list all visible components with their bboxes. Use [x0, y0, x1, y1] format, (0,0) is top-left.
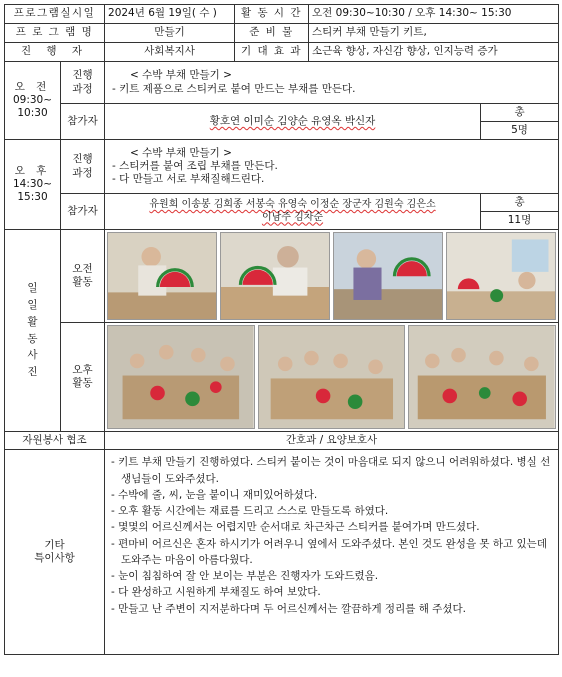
- afternoon-time: 14:30~: [12, 177, 53, 190]
- morning-total: [481, 104, 559, 140]
- morning-photos-label: [61, 230, 105, 323]
- photos-label-char: 사: [27, 349, 38, 362]
- photo-image: [447, 233, 555, 319]
- morning-process-label-1: 진행: [72, 69, 93, 82]
- program-label: 프 로 그 램 명: [5, 24, 105, 43]
- photos-label-char: 진: [27, 366, 38, 379]
- notes-label-2: 특이사항: [34, 552, 75, 565]
- effect-value: 소근육 향상, 자신감 향상, 인지능력 증가: [309, 43, 559, 62]
- list-item: - 오후 활동 시간에는 재료를 드리고 스스로 만들도록 하였다.: [111, 505, 389, 518]
- morning-total-label: 총: [481, 104, 558, 122]
- morning-process-label: [61, 62, 105, 104]
- notes-list: [111, 450, 555, 621]
- morning-process-label-2: 과정: [72, 82, 93, 95]
- time-value: 오전 09:30~10:30 / 오후 14:30~ 15:30: [309, 5, 559, 24]
- afternoon-total-value: 11명: [507, 214, 532, 226]
- afternoon-time-end: 15:30: [17, 191, 48, 204]
- afternoon-participant-names-2: 이남주 김차순: [261, 211, 324, 223]
- afternoon-photos-label: [61, 323, 105, 432]
- morning-participants: [105, 104, 481, 140]
- afternoon-photo-row: [107, 323, 556, 431]
- morning-process-title: < 수박 부채 만들기 >: [130, 69, 232, 82]
- afternoon-label: 오 후: [14, 164, 51, 177]
- list-item: - 만들고 난 주변이 지저분하다며 두 어르신께서는 깔끔하게 정리를 해 주셨다.: [111, 602, 466, 615]
- afternoon-process-content: [105, 140, 559, 194]
- morning-process-list: [108, 83, 555, 96]
- photos-label-char: 일: [27, 282, 38, 295]
- list-item: - 키트 부채 만들기 진행하였다. 스티커 붙이는 것이 마음대로 되지 않으니 어려워하셨다. 병실 선생님들이 도와주셨다.: [111, 456, 551, 485]
- afternoon-photo-2: [258, 325, 406, 429]
- morning-photo-4: [446, 232, 556, 320]
- list-item: - 수박에 줄, 씨, 눈을 붙이니 재미있어하셨다.: [111, 488, 318, 501]
- afternoon-photo-3: [408, 325, 556, 429]
- effect-label: 기 대 효 과: [235, 43, 309, 62]
- afternoon-session-label: [5, 140, 61, 230]
- afternoon-participant-names-1: 유원희 이송봉 김희종 서봉숙 유영숙 이정순 장군자 김원숙 김은소: [149, 199, 436, 210]
- volunteer-label: 자원봉사 협조: [5, 432, 105, 450]
- photo-image: [259, 326, 405, 428]
- volunteer-value: 간호과 / 요양보호사: [105, 432, 559, 450]
- photos-label-char: 동: [27, 332, 38, 345]
- morning-photo-1: [107, 232, 217, 320]
- morning-process-content: [105, 62, 559, 104]
- list-item: - 몇몇의 어르신께서는 어렵지만 순서대로 차근차근 스티커를 붙여가며 만드셨다.: [111, 521, 480, 534]
- notes-label: [5, 450, 105, 655]
- photos-label-char: 일: [27, 299, 38, 312]
- photo-image: [221, 233, 329, 319]
- afternoon-process-title: < 수박 부채 만들기 >: [130, 146, 232, 159]
- list-item: - 다 만들고 서로 부채질해드린다.: [112, 173, 265, 186]
- afternoon-process-label: [61, 140, 105, 194]
- list-item: - 눈이 침침하여 잘 안 보이는 부분은 진행자가 도와드렸음.: [111, 570, 379, 583]
- photos-vertical-label: [8, 280, 57, 381]
- date-label: 프로그램실시일: [5, 5, 105, 24]
- morning-photos-label-2: 활동: [72, 276, 93, 289]
- afternoon-photos-cell: [105, 323, 559, 432]
- leader-value: 사회복지사: [105, 43, 235, 62]
- leader-label: 진 행 자: [5, 43, 105, 62]
- morning-photos-cell: [105, 230, 559, 323]
- afternoon-photos-label-1: 오후: [72, 364, 93, 377]
- afternoon-total-label: 총: [481, 194, 558, 212]
- photo-image: [108, 326, 254, 428]
- morning-total-value: 5명: [511, 124, 528, 136]
- notes-label-1: 기타: [44, 539, 65, 552]
- list-item: - 키트 제품으로 스티커로 붙여 만드는 부채를 만든다.: [112, 82, 356, 95]
- morning-time: 09:30~: [12, 93, 53, 106]
- afternoon-process-label-2: 과정: [72, 166, 93, 179]
- program-value: 만들기: [105, 24, 235, 43]
- morning-photo-2: [220, 232, 330, 320]
- prep-value: 스티커 부채 만들기 키트,: [309, 24, 559, 43]
- time-label: 활 동 시 간: [235, 5, 309, 24]
- list-item: - 스티커를 붙여 조립 부채를 만든다.: [112, 159, 278, 172]
- morning-participant-names: 황호연 이미순 김양순 유영옥 박신자: [209, 114, 376, 127]
- morning-photo-row: [107, 230, 556, 322]
- photo-image: [108, 233, 216, 319]
- photos-section-label: [5, 230, 61, 432]
- list-item: - 다 완성하고 시원하게 부채질도 하여 보았다.: [111, 586, 321, 599]
- photo-image: [334, 233, 442, 319]
- morning-participants-label: 참가자: [61, 104, 105, 140]
- morning-photo-3: [333, 232, 443, 320]
- morning-time-end: 10:30: [17, 107, 48, 120]
- morning-session-label: [5, 62, 61, 140]
- morning-photos-label-1: 오전: [72, 263, 93, 276]
- photos-label-char: 활: [27, 315, 38, 328]
- list-item: - 편마비 어르신은 혼자 하시기가 어려우니 옆에서 도와주셨다. 본인 것도 완성을 못 하고 있는데 도와주는 마음이 아름다웠다.: [111, 537, 547, 566]
- afternoon-participants-label: 참가자: [61, 194, 105, 230]
- report-table: [4, 4, 559, 655]
- afternoon-participants: [105, 194, 481, 230]
- afternoon-process-label-1: 진행: [72, 153, 93, 166]
- photo-image: [409, 326, 555, 428]
- afternoon-photos-label-2: 활동: [72, 377, 93, 390]
- activity-report-sheet: [4, 4, 558, 673]
- afternoon-total: [481, 194, 559, 230]
- afternoon-photo-1: [107, 325, 255, 429]
- date-value: 2024년 6월 19일( 수 ): [105, 5, 235, 24]
- morning-label: 오 전: [14, 80, 51, 93]
- afternoon-process-list: [108, 160, 555, 186]
- prep-label: 준 비 물: [235, 24, 309, 43]
- notes-content: [105, 450, 559, 655]
